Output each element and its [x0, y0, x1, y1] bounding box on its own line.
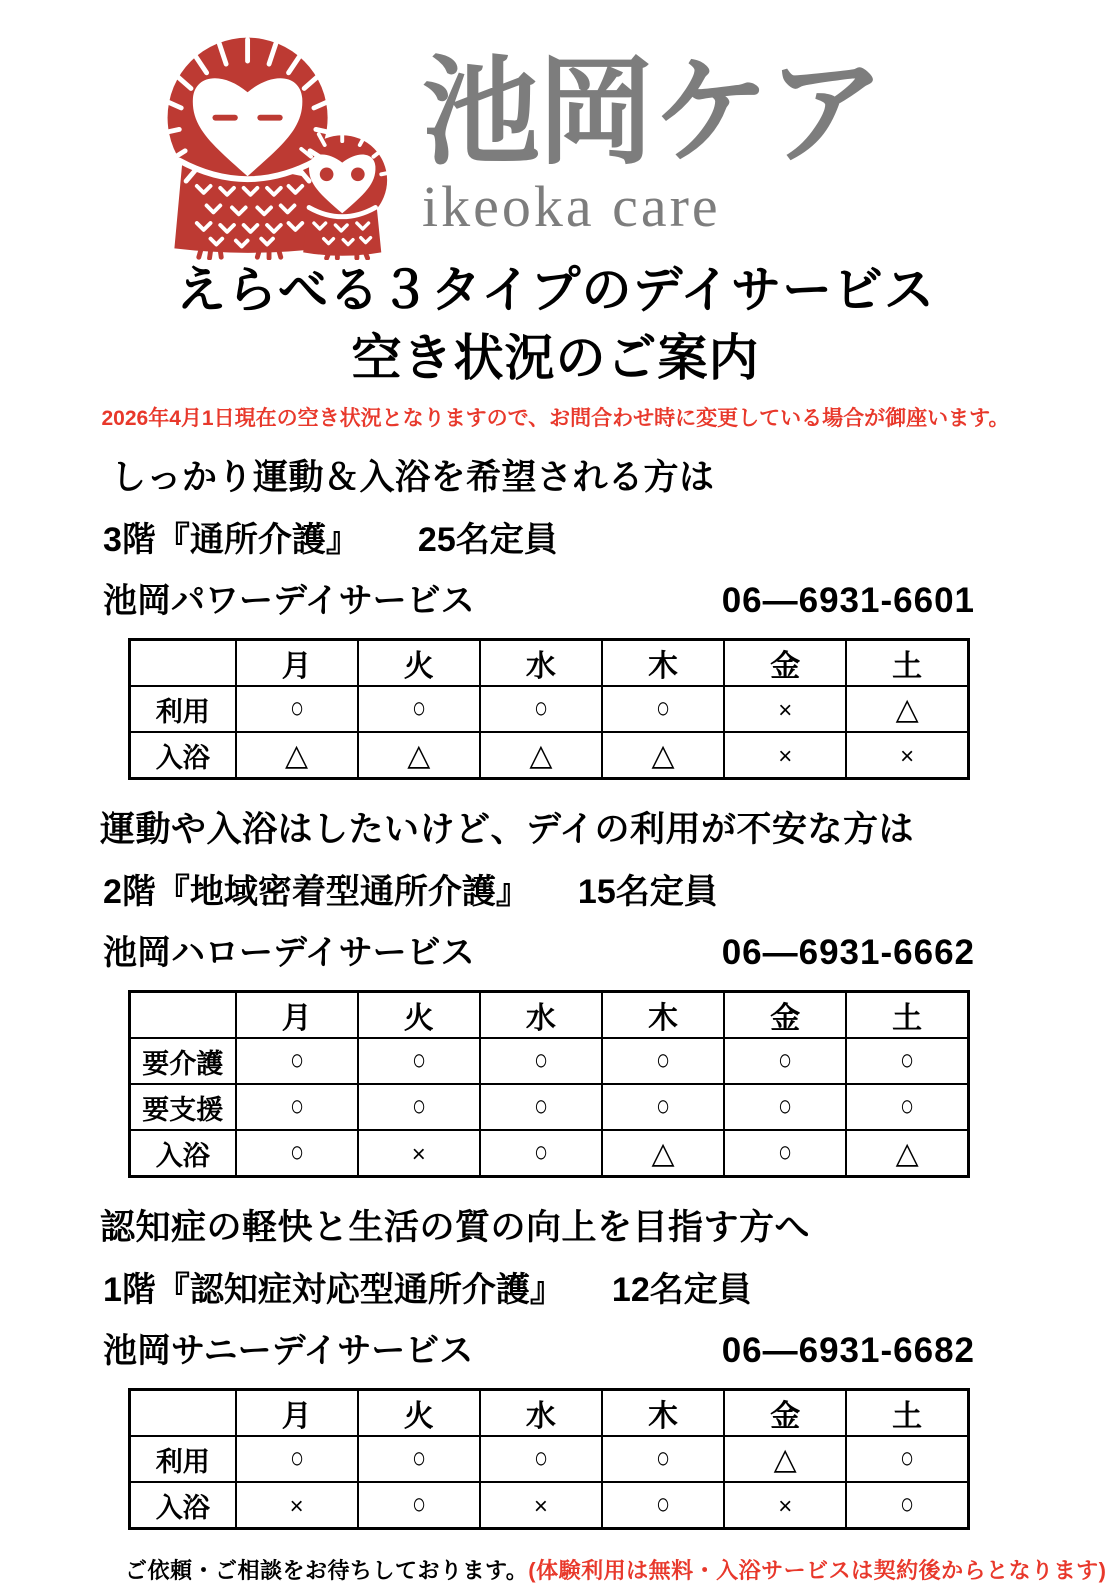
status-symbol: △ [285, 738, 309, 772]
floor-label: 3階『通所介護』 [103, 521, 360, 559]
row-label-cell: 利用 [130, 686, 236, 732]
status-cell [846, 1482, 968, 1529]
logo-header [0, 0, 1111, 260]
owl-logo-icon [150, 30, 392, 260]
service-name-row [103, 925, 975, 974]
row-label-cell: 要支援 [130, 1084, 236, 1130]
status-cell [480, 732, 602, 779]
status-symbol: ○ [289, 1043, 304, 1078]
status-symbol: ○ [778, 1135, 793, 1170]
status-cell [846, 732, 968, 779]
status-symbol: ○ [411, 691, 426, 726]
brand-title: 池岡ケア [422, 47, 883, 179]
status-cell [724, 1130, 846, 1177]
capacity-label: 25名定員 [417, 521, 558, 559]
status-cell [236, 1482, 358, 1529]
status-cell [602, 686, 724, 732]
status-symbol: ○ [655, 1043, 671, 1078]
status-symbol: ○ [900, 1043, 915, 1078]
table-row [130, 1038, 969, 1084]
row-label-cell: 入浴 [130, 732, 236, 779]
status-symbol: △ [895, 1136, 919, 1170]
status-symbol: ○ [900, 1487, 915, 1522]
status-symbol: × [411, 1141, 426, 1168]
status-symbol: × [778, 697, 793, 724]
floor-label: 2階『地域密着型通所介護』 [103, 873, 530, 911]
status-cell [602, 732, 724, 779]
table-header-row [130, 1390, 969, 1437]
status-symbol: ○ [533, 691, 548, 726]
status-cell [846, 1436, 968, 1482]
status-symbol: ○ [533, 1043, 548, 1078]
table-row [130, 1436, 969, 1482]
status-symbol: △ [529, 738, 553, 772]
status-cell [480, 1084, 602, 1130]
table-row [130, 732, 969, 779]
status-symbol: △ [651, 1136, 675, 1170]
table-header-row [130, 992, 969, 1039]
status-cell [358, 1130, 480, 1177]
status-symbol: ○ [289, 1135, 304, 1170]
day-header-cell: 火 [358, 992, 480, 1039]
service-section-power [103, 450, 975, 780]
status-cell [602, 1436, 724, 1482]
status-symbol: × [289, 1493, 304, 1520]
status-cell [236, 1084, 358, 1130]
status-symbol: × [778, 743, 793, 770]
row-label-cell: 利用 [130, 1436, 236, 1482]
table-header-row [130, 640, 969, 687]
footer-trial-text: (体験利用は無料・入浴サービスは契約後からとなります) [528, 1558, 1107, 1583]
section-headline: 認知症の軽快と生活の質の向上を目指す方へ [100, 1208, 811, 1247]
status-cell [480, 1436, 602, 1482]
day-header-cell: 木 [602, 1390, 724, 1437]
status-cell [602, 1084, 724, 1130]
day-header-cell: 金 [724, 1390, 846, 1437]
status-symbol: ○ [533, 1441, 548, 1476]
status-symbol: ○ [289, 691, 304, 726]
day-header-cell: 木 [602, 640, 724, 687]
status-cell [724, 1482, 846, 1529]
day-header-cell: 木 [602, 992, 724, 1039]
status-symbol: ○ [655, 1487, 671, 1522]
status-cell [358, 732, 480, 779]
row-label-cell: 入浴 [130, 1482, 236, 1529]
availability-table [128, 1388, 970, 1530]
service-name: 池岡パワーデイサービス [103, 582, 475, 620]
status-cell [358, 1084, 480, 1130]
status-symbol: ○ [533, 1135, 548, 1170]
service-name: 池岡サニーデイサービス [103, 1332, 474, 1370]
row-label-cell: 要介護 [130, 1038, 236, 1084]
service-section-sunny [100, 1200, 975, 1530]
page-title-line1: えらべる３タイプのデイサービス [176, 262, 935, 318]
status-cell [480, 1482, 602, 1529]
status-symbol: × [900, 743, 915, 770]
status-symbol: ○ [655, 1441, 671, 1476]
status-symbol: ○ [778, 1089, 793, 1124]
table-row [130, 1482, 969, 1529]
status-cell [358, 1436, 480, 1482]
footer-note [125, 1554, 1111, 1585]
service-phone: 06—6931-6601 [721, 581, 975, 620]
status-cell [236, 1038, 358, 1084]
capacity-label: 12名定員 [611, 1271, 752, 1309]
status-cell [846, 1130, 968, 1177]
service-phone: 06—6931-6662 [721, 933, 975, 972]
availability-table [128, 990, 970, 1178]
status-cell [236, 1436, 358, 1482]
status-symbol: ○ [289, 1089, 304, 1124]
day-header-cell: 土 [846, 640, 968, 687]
table-row [130, 1130, 969, 1177]
status-cell [480, 686, 602, 732]
page-title-line2: 空き状況のご案内 [351, 330, 760, 386]
status-symbol: ○ [411, 1487, 426, 1522]
status-cell [724, 732, 846, 779]
service-section-hello [100, 802, 975, 1178]
day-header-cell: 月 [236, 992, 358, 1039]
status-symbol: △ [895, 692, 919, 726]
status-cell [236, 1130, 358, 1177]
status-symbol: ○ [900, 1089, 915, 1124]
status-cell [724, 1436, 846, 1482]
row-label-cell: 入浴 [130, 1130, 236, 1177]
floor-capacity-line [103, 864, 975, 913]
service-phone: 06—6931-6682 [721, 1331, 975, 1370]
status-cell [724, 1038, 846, 1084]
status-cell [602, 1130, 724, 1177]
section-headline: 運動や入浴はしたいけど、デイの利用が不安な方は [100, 810, 915, 849]
status-cell [480, 1038, 602, 1084]
status-symbol: × [533, 1493, 548, 1520]
day-header-cell: 月 [236, 640, 358, 687]
corner-cell [130, 992, 236, 1039]
status-cell [846, 1038, 968, 1084]
floor-capacity-line [103, 512, 975, 561]
availability-notice: 2026年4月1日現在の空き状況となりますので、お問合わせ時に変更している場合が御座います。 [101, 407, 1010, 430]
status-symbol: × [778, 1493, 793, 1520]
footer-contact-text: ご依頼・ご相談をお待ちしております。 [125, 1558, 529, 1583]
day-header-cell: 水 [480, 640, 602, 687]
status-symbol: △ [407, 738, 431, 772]
status-symbol: ○ [411, 1043, 426, 1078]
status-symbol: ○ [778, 1043, 793, 1078]
status-cell [724, 686, 846, 732]
status-cell [602, 1482, 724, 1529]
status-symbol: ○ [411, 1441, 426, 1476]
status-cell [236, 686, 358, 732]
brand-block [422, 30, 883, 239]
service-name: 池岡ハローデイサービス [103, 934, 475, 972]
floor-label: 1階『認知症対応型通所介護』 [103, 1271, 564, 1309]
service-name-row [103, 1323, 975, 1372]
availability-table [128, 638, 970, 780]
day-header-cell: 水 [480, 992, 602, 1039]
floor-capacity-line [103, 1262, 975, 1311]
brand-subtitle: ikeoka care [422, 173, 721, 239]
day-header-cell: 土 [846, 992, 968, 1039]
day-header-cell: 金 [724, 992, 846, 1039]
day-header-cell: 火 [358, 640, 480, 687]
service-name-row [103, 573, 975, 622]
status-cell [846, 1084, 968, 1130]
table-row [130, 1084, 969, 1130]
corner-cell [130, 1390, 236, 1437]
status-cell [358, 1482, 480, 1529]
status-cell [236, 732, 358, 779]
status-cell [480, 1130, 602, 1177]
table-row [130, 686, 969, 732]
status-symbol: ○ [900, 1441, 915, 1476]
day-header-cell: 土 [846, 1390, 968, 1437]
section-headline: しっかり運動＆入浴を希望される方は [111, 458, 715, 497]
status-cell [846, 686, 968, 732]
status-symbol: ○ [655, 1089, 671, 1124]
status-symbol: ○ [655, 691, 671, 726]
status-symbol: ○ [289, 1441, 304, 1476]
corner-cell [130, 640, 236, 687]
status-symbol: △ [651, 738, 675, 772]
status-cell [602, 1038, 724, 1084]
day-header-cell: 水 [480, 1390, 602, 1437]
status-symbol: △ [773, 1442, 797, 1476]
day-header-cell: 月 [236, 1390, 358, 1437]
capacity-label: 15名定員 [577, 873, 718, 911]
status-symbol: ○ [533, 1089, 548, 1124]
day-header-cell: 火 [358, 1390, 480, 1437]
day-header-cell: 金 [724, 640, 846, 687]
status-cell [724, 1084, 846, 1130]
status-cell [358, 1038, 480, 1084]
status-cell [358, 686, 480, 732]
status-symbol: ○ [411, 1089, 426, 1124]
